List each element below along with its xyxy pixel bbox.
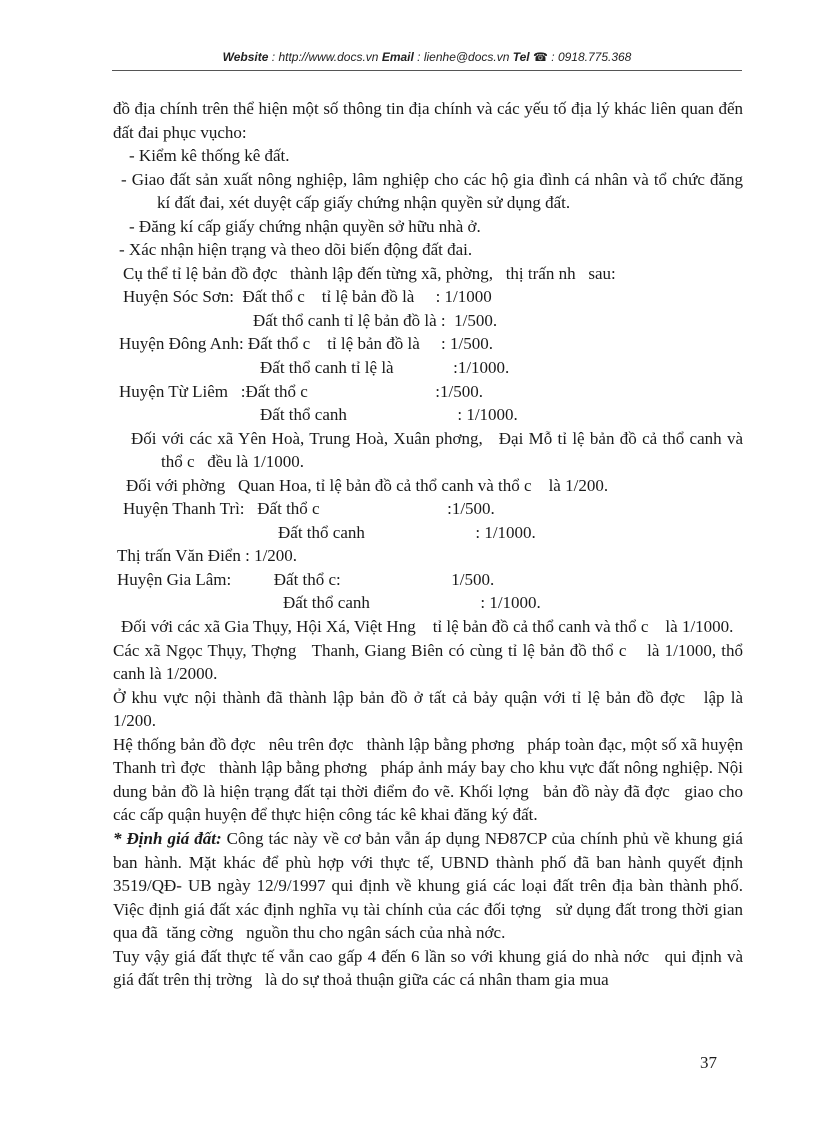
header-rule [112, 70, 742, 71]
bullet-land-allocation: - Giao đất sản xuất nông nghiệp, lâm nghiệp cho các hộ gia đình cá nhân và tổ chức đăng kí đất đai, xét duyệt cấp giấy chứng nhận quyền sử dụng đất. [121, 169, 743, 213]
gia-lam-agricultural: Đất thổ canh : 1/1000. [283, 593, 541, 613]
tel-label: Tel [512, 50, 530, 64]
website-label: Website [222, 50, 269, 64]
ngoc-thuy-paragraph: Các xã Ngọc Thụy, Thợng Thanh, Giang Biên có cùng tỉ lệ bản đồ thổ c là 1/1000, thổ canh là 1/2000. [113, 640, 748, 684]
dong-anh-agricultural: Đất thổ canh tỉ lệ là :1/1000. [260, 358, 510, 378]
email-value: : lienhe@docs.vn [413, 50, 513, 64]
thanh-tri-agricultural: Đất thổ canh : 1/1000. [278, 522, 536, 542]
market-price-paragraph: Tuy vậy giá đất thực tế vẫn cao gấp 4 đến 6 lần so với khung giá do nhà nớc qui định và giá đất trên thị trờng là do sự thoả thuận giữa các cá nhân tham gia mua [113, 946, 748, 990]
van-dien-line: Thị trấn Văn Điển : 1/200. [117, 546, 298, 566]
bullet-inventory: - Kiểm kê thống kê đất. [129, 146, 290, 166]
land-pricing-label: * Định giá đất: [113, 828, 222, 848]
thanh-tri-residential: Huyện Thanh Trì: Đất thổ c :1/500. [123, 499, 495, 519]
dong-anh-residential: Huyện Đông Anh: Đất thổ c tỉ lệ bản đồ là : 1/500. [119, 334, 493, 354]
bullet-house-certificate: - Đăng kí cấp giấy chứng nhận quyền sở hữu nhà ở. [129, 216, 481, 236]
map-system-paragraph: Hệ thống bản đồ đợc nêu trên đợc thành lập bằng phơng pháp toàn đạc, một số xã huyện Thanh trì đợc thành lập bằng phơng pháp ảnh máy bay cho khu vực đất nông nghiệp. Nội dung bản đồ là hiện trạng đất tại thời điểm đo vẽ. Khối lợng bản đồ này đã đợc giao cho các cấp quận huyện để thực hiện công tác kê khai đăng ký đất. [113, 734, 748, 825]
tu-liem-residential: Huyện Từ Liêm :Đất thổ c :1/500. [119, 381, 483, 401]
soc-son-residential: Huyện Sóc Sơn: Đất thổ c tỉ lệ bản đồ là : 1/1000 [123, 287, 492, 307]
tu-liem-agricultural: Đất thổ canh : 1/1000. [260, 405, 518, 425]
tel-value: ☎ : 0918.775.368 [529, 50, 632, 64]
gia-lam-residential: Huyện Gia Lâm: Đất thổ c: 1/500. [117, 569, 495, 589]
land-pricing-text: Công tác này về cơ bản vẫn áp dụng NĐ87CP của chính phủ về khung giá ban hành. Mặt khác để phù hợp với thực tế, UBND thành phố đã ban hành quyết định 3519/QĐ- UB ngày 12/9/1997 qui định về khung giá các loại đất trên địa bàn thành phố. Việc định giá đất xác định nghĩa vụ tài chính của các đối tợng sử dụng đất trong thời gian qua đã tăng cờng nguồn thu cho ngân sách của nhà nớc. [113, 828, 748, 943]
intro-paragraph: đồ địa chính trên thể hiện một số thông tin địa chính và các yếu tố địa lý khác liên quan đến đất đai phục vụcho: [113, 99, 743, 142]
scale-intro: Cụ thể tỉ lệ bản đồ đợc thành lập đến từng xã, phờng, thị trấn nh sau: [123, 263, 616, 283]
website-value: : http://www.docs.vn [268, 50, 382, 64]
soc-son-agricultural: Đất thổ canh tỉ lệ bản đồ là : 1/500. [253, 310, 498, 330]
yen-hoa-paragraph: Đối với các xã Yên Hoà, Trung Hoà, Xuân phơng, Đại Mỗ tỉ lệ bản đồ cả thổ canh và thổ c đều là 1/1000. [131, 428, 748, 472]
document-body [113, 97, 748, 992]
quan-hoa-paragraph: Đối với phờng Quan Hoa, tỉ lệ bản đồ cả thổ canh và thổ c là 1/200. [126, 475, 609, 495]
bullet-status-tracking: - Xác nhận hiện trạng và theo dõi biến động đất đai. [119, 240, 473, 260]
land-pricing-paragraph [113, 827, 748, 945]
page-header [112, 50, 742, 64]
page-number: 37 [700, 1053, 717, 1072]
gia-thuy-paragraph: Đối với các xã Gia Thụy, Hội Xá, Việt Hng tỉ lệ bản đồ cả thổ canh và thổ c là 1/1000. [121, 617, 734, 637]
noi-thanh-paragraph: Ở khu vực nội thành đã thành lập bản đồ ở tất cả bảy quận với tỉ lệ bản đồ đợc lập là 1/200. [113, 687, 748, 731]
email-label: Email [381, 50, 414, 64]
